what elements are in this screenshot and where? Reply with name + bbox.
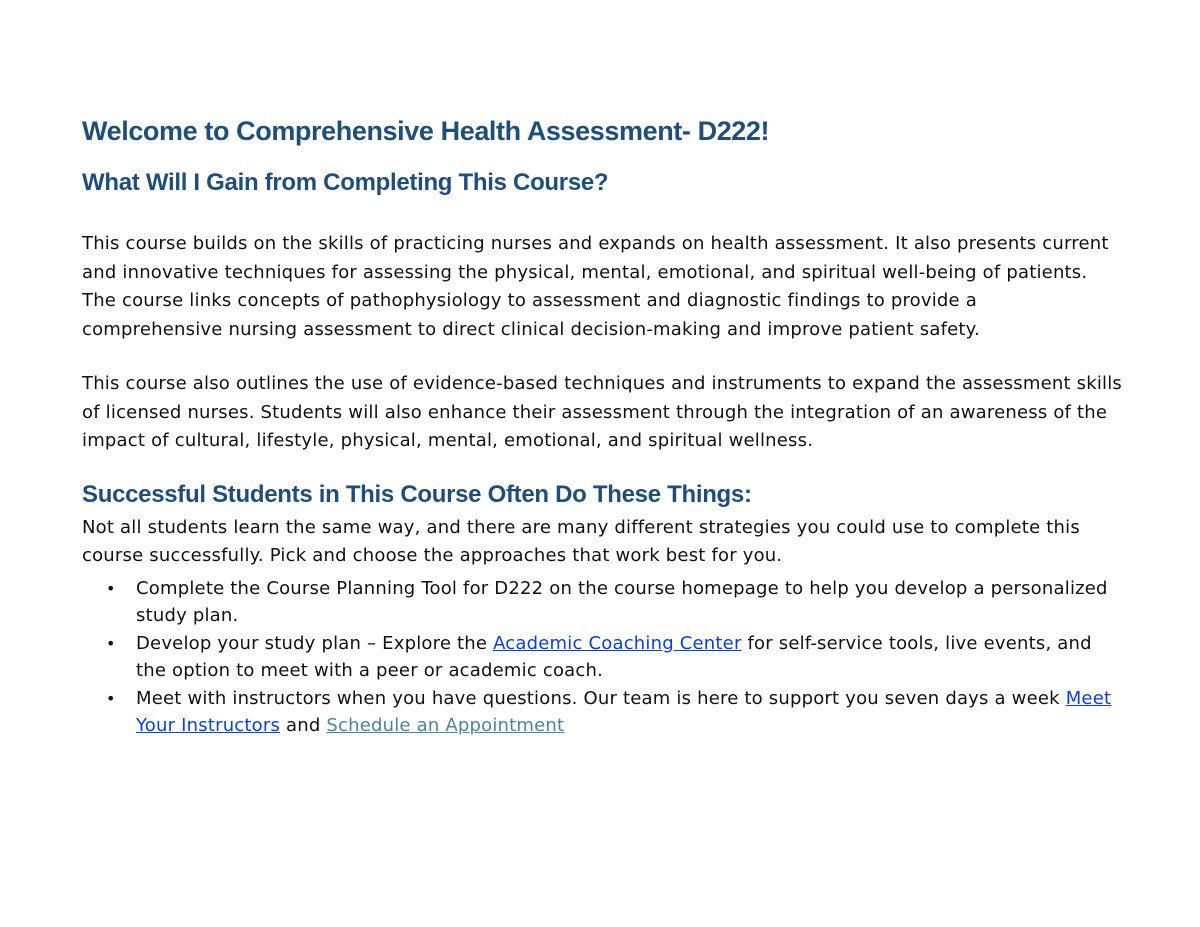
- list-item-text: Complete the Course Planning Tool for D222 on the course homepage to help you develop a personalized study plan.: [136, 577, 1108, 626]
- list-item: [82, 630, 1122, 685]
- page-title: Welcome to Comprehensive Health Assessment- D222!: [82, 116, 770, 146]
- list-item-text-middle: and: [280, 715, 327, 736]
- strategies-list: [82, 575, 1122, 740]
- list-item: [82, 575, 1122, 630]
- meet-your-instructors-link[interactable]: Meet Your Instructors: [136, 687, 1112, 736]
- course-outline-paragraph: This course also outlines the use of evidence-based techniques and instruments to expand the assessment skills of licensed nurses. Students will also enhance their assessment through the integration of an awareness of the impact of cultural, lifestyle, physical, mental, emotional, and spiritual wellness.: [82, 373, 1123, 451]
- list-item-text-before: Meet with instructors when you have questions. Our team is here to support you seven days a week: [136, 687, 1066, 709]
- academic-coaching-center-link[interactable]: Academic Coaching Center: [493, 632, 742, 654]
- strategies-intro-paragraph: Not all students learn the same way, and there are many different strategies you could use to complete this course successfully. Pick and choose the approaches that work best for you.: [82, 516, 1080, 566]
- document-content: [82, 112, 1122, 740]
- list-item: [82, 685, 1122, 740]
- schedule-appointment-link[interactable]: Schedule an Appointment: [326, 715, 565, 736]
- section-heading-successful-students: Successful Students in This Course Often Do These Things:: [82, 480, 752, 508]
- list-item-text-after: for self-service tools, live events, and the option to meet with a peer or academic coach.: [136, 632, 1092, 681]
- course-description-paragraph: This course builds on the skills of practicing nurses and expands on health assessment. It also presents current and innovative techniques for assessing the physical, mental, emotional, and spiritual well-being of patients. The course links concepts of pathophysiology to assessment and diagnostic findings to provide a comprehensive nursing assessment to direct clinical decision-making and improve patient safety.: [82, 233, 1109, 340]
- list-item-text-before: Develop your study plan – Explore the: [136, 632, 494, 654]
- bullet-icon: •: [106, 578, 116, 598]
- bullet-icon: •: [106, 688, 116, 708]
- bullet-icon: •: [106, 633, 116, 653]
- section-heading-gain: What Will I Gain from Completing This Course?: [82, 169, 609, 196]
